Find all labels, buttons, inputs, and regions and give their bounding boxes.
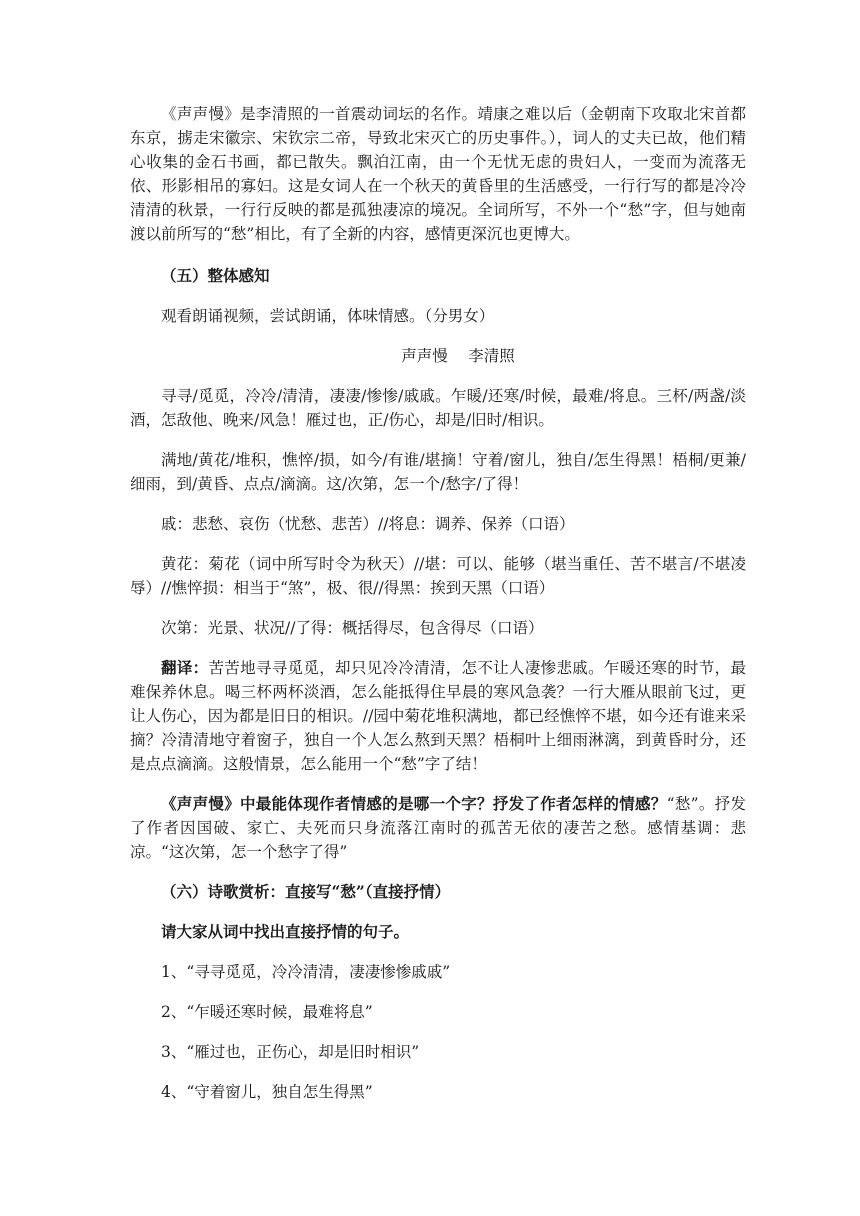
poem-title: 声声慢 李清照: [401, 347, 515, 365]
list-item: 4、“守着窗儿，独自怎生得黑”: [161, 1083, 373, 1101]
list-item: 2、“乍暖还寒时候，最难将息”: [161, 1003, 373, 1021]
section-heading-6: （六）诗歌赏析：直接写“愁”（直接抒情）: [161, 882, 451, 901]
intro-paragraph: 《声声慢》是李清照的一首震动词坛的名作。靖康之难以后（金朝南下攻取北宋首都东京，掳走宋徽宗、宋钦宗二帝，导致北宋灭亡的历史事件。），词人的丈夫已故，他们精心收集的金石书画，都已散失。飘泊江南，由一个无忧无虑的贵妇人，一变而为流落无依、形影相吊的寡妇。这是女词人在一个秋天的黄昏里的生活感受，一行行写的都是冷冷清清的秋景，一行行反映的都是孤独凄凉的境况。全词所写，不外一个“愁”字，但与她南渡以前所写的“愁”相比，有了全新的内容，感情更深沉也更博大。: [130, 105, 746, 243]
annotation-3: 次第：光景、状况//了得：概括得尽，包含得尽（口语）: [161, 619, 544, 637]
poem-stanza-1: 寻寻/觅觅，冷冷/清清，凄凄/惨惨/戚戚。乍暖/还寒/时候，最难/将息。三杯/两盏/淡酒，怎敌他、晚来/风急！雁过也，正/伤心，却是/旧时/相识。: [130, 387, 746, 429]
translation-label: 翻译：: [161, 658, 209, 677]
translation-paragraph: [130, 656, 746, 776]
list-item: 1、“寻寻觅觅，冷冷清清，凄凄惨惨戚戚”: [161, 963, 451, 981]
translation-text: 苦苦地寻寻觅觅，却只见冷冷清清，怎不让人凄惨悲戚。乍暖还寒的时节，最难保养休息。喝三杯两杯淡酒，怎么能抵得住早晨的寒风急袭？一行大雁从眼前飞过，更让人伤心，因为都是旧日的相识。//园中菊花堆积满地，都已经憔悴不堪，如今还有谁来采摘？冷清清地守着窗子，独自一个人怎么熬到天黑？梧桐叶上细雨淋漓，到黄昏时分，还是点点滴滴。这般情景，怎么能用一个“愁”字了结！: [130, 659, 746, 773]
annotation-1: 戚：悲愁、哀伤（忧愁、悲苦）//将息：调养、保养（口语）: [161, 515, 575, 533]
task-instruction: 请大家从词中找出直接抒情的句子。: [161, 922, 410, 941]
list-item: 3、“雁过也，正伤心，却是旧时相识”: [161, 1043, 420, 1061]
annotation-2: 黄花：菊花（词中所写时令为秋天）//堪：可以、能够（堪当重任、苦不堪言/不堪凌辱）//憔悴损：相当于“煞”，极、很//得黑：挨到天黑（口语）: [130, 555, 746, 597]
section-heading-5: （五）整体感知: [161, 266, 270, 285]
instruction-paragraph: 观看朗诵视频，尝试朗诵，体味情感。（分男女）: [161, 307, 495, 325]
question-text: 《声声慢》中最能体现作者情感的是哪一个字？抒发了作者怎样的情感？: [161, 794, 667, 813]
answer-text: “愁”。抒发了作者因国破、家亡、夫死而只身流落江南时的孤苦无依的凄苦之愁。感情基调：悲凉。“这次第，怎一个愁字了得”: [130, 795, 746, 861]
poem-stanza-2: 满地/黄花/堆积，憔悴/损，如今/有谁/堪摘！守着/窗儿，独自/怎生得黑！梧桐/更兼/细雨，到/黄昏、点点/滴滴。这/次第，怎一个/愁字/了得！: [130, 451, 746, 493]
question-paragraph: [130, 792, 746, 864]
